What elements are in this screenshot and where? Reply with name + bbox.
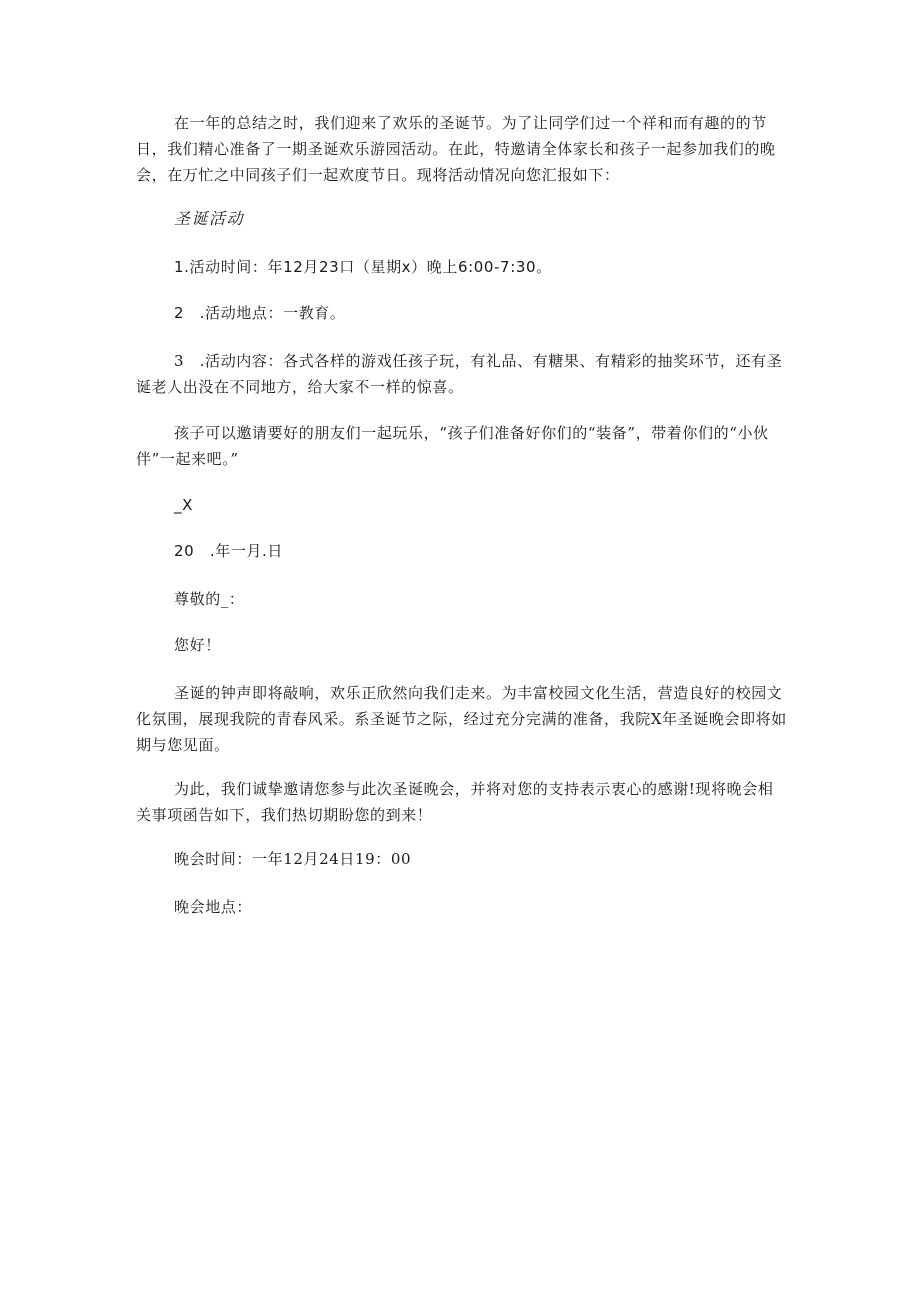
party-time-line: 晚会时间：一年12月24日19：00: [174, 850, 412, 868]
activity-content-item: 3 .活动内容：各式各样的游戏任孩子玩，有礼品、有糖果、有精彩的抽奖环节，还有圣诞老人出没在不同地方，给大家不一样的惊喜。: [136, 352, 783, 396]
activity-time-item: 1.活动时间：年12月23口（星期x）晚上6:00-7:30。: [174, 258, 552, 276]
friends-paragraph: 孩子可以邀请要好的朋友们一起玩乐，“孩子们准备好你们的“装备”，带着你们的“小伙伴”一起来吧。”: [136, 424, 769, 468]
bells-paragraph: 圣诞的钟声即将敲响，欢乐正欣然向我们走来。为丰富校园文化生活，营造良好的校园文化氛围，展现我院的青春风采。系圣诞节之际，经过充分完满的准备，我院X年圣诞晚会即将如期与您见面。: [136, 684, 787, 754]
greeting: 您好！: [174, 636, 221, 654]
activity-place-item: 2 .活动地点：一教育。: [174, 304, 346, 322]
section-title: 圣诞活动: [174, 209, 245, 228]
date-line: 20 .年一月.日: [174, 542, 284, 560]
invite-paragraph: 为此，我们诚挚邀请您参与此次圣诞晚会，并将对您的支持表示衷心的感谢!现将晚会相关事项函告如下，我们热切期盼您的到来！: [136, 780, 774, 824]
signature: _X: [174, 496, 193, 514]
intro-paragraph: 在一年的总结之时，我们迎来了欢乐的圣诞节。为了让同学们过一个祥和而有趣的的节日，我们精心准备了一期圣诞欢乐游园活动。在此，特邀请全体家长和孩子一起参加我们的晚会，在万忙之中同孩子们一起欢度节日。现将活动情况向您汇报如下：: [136, 114, 776, 184]
salutation: 尊敬的_：: [174, 590, 245, 608]
party-place-line: 晚会地点：: [174, 898, 253, 916]
